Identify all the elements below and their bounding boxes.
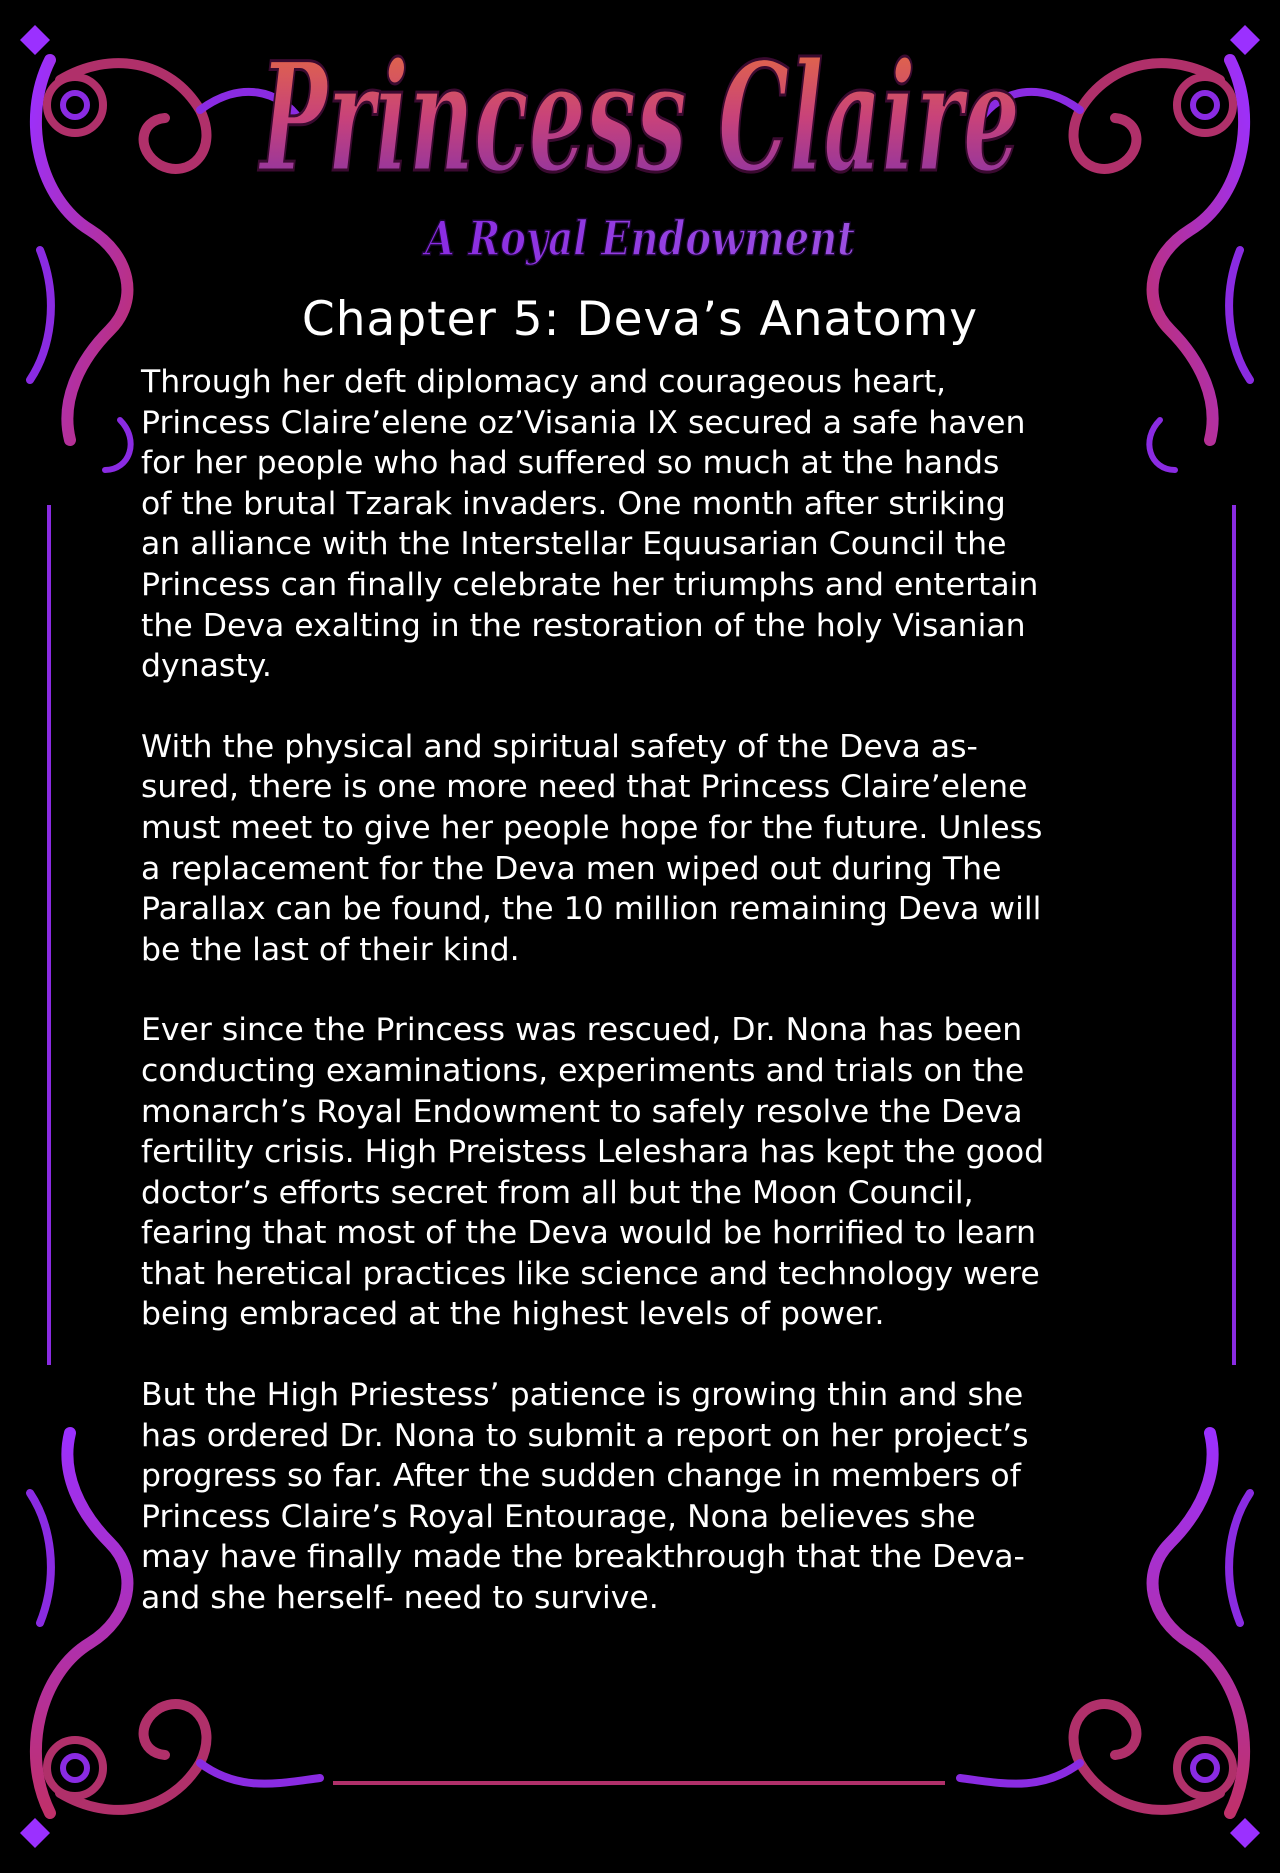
paragraph-1: Through her deft diplomacy and courageous heart, Princess Claire’elene oz’Visania IX secured a safe haven for her people who had suffered so much at the hands of the brutal Tzarak invaders. One month after striking an alliance with the Interstellar Equusarian Council the Princess can finally celebrate her triumphs and entertain the Deva exalting in the restoration of the holy Visanian dynasty. [141, 364, 1039, 685]
title-text: Princess Claire [257, 30, 1020, 206]
chapter-heading: Chapter 5: Deva’s Anatomy [301, 292, 979, 347]
paragraph-4: But the High Priestess’ patience is growing thin and she has ordered Dr. Nona to submit a report on her project’s progress so far. After the sudden change in members of Princess Claire’s Royal Entourage, Nona believes she may have finally made the breakthrough that the Deva- and she herself- need to survive. [141, 1377, 1029, 1617]
story-body [141, 362, 1181, 1659]
title-logo [240, 20, 1040, 210]
paragraph-2: With the physical and spiritual safety of the Deva as- sured, there is one more need that Princess Claire’elene must meet to give her people hope for the future. Unless a replacement for the Deva men wiped out during The Parallax can be found, the 10 million remaining Deva will be the last of their kind. [141, 728, 1043, 968]
subtitle-text: A Royal Endowment [421, 211, 855, 267]
paragraph-3: Ever since the Princess was rescued, Dr. Nona has been conducting examinations, experiments and trials on the monarch’s Royal Endowment to safely resolve the Deva fertility crisis. High Preistess Leleshara has kept the good doctor’s efforts secret from all but the Moon Council, fearing that most of the Deva would be horrified to learn that heretical practices like science and technology were being embraced at the highest levels of power. [141, 1012, 1045, 1333]
subtitle-logo [390, 200, 890, 280]
